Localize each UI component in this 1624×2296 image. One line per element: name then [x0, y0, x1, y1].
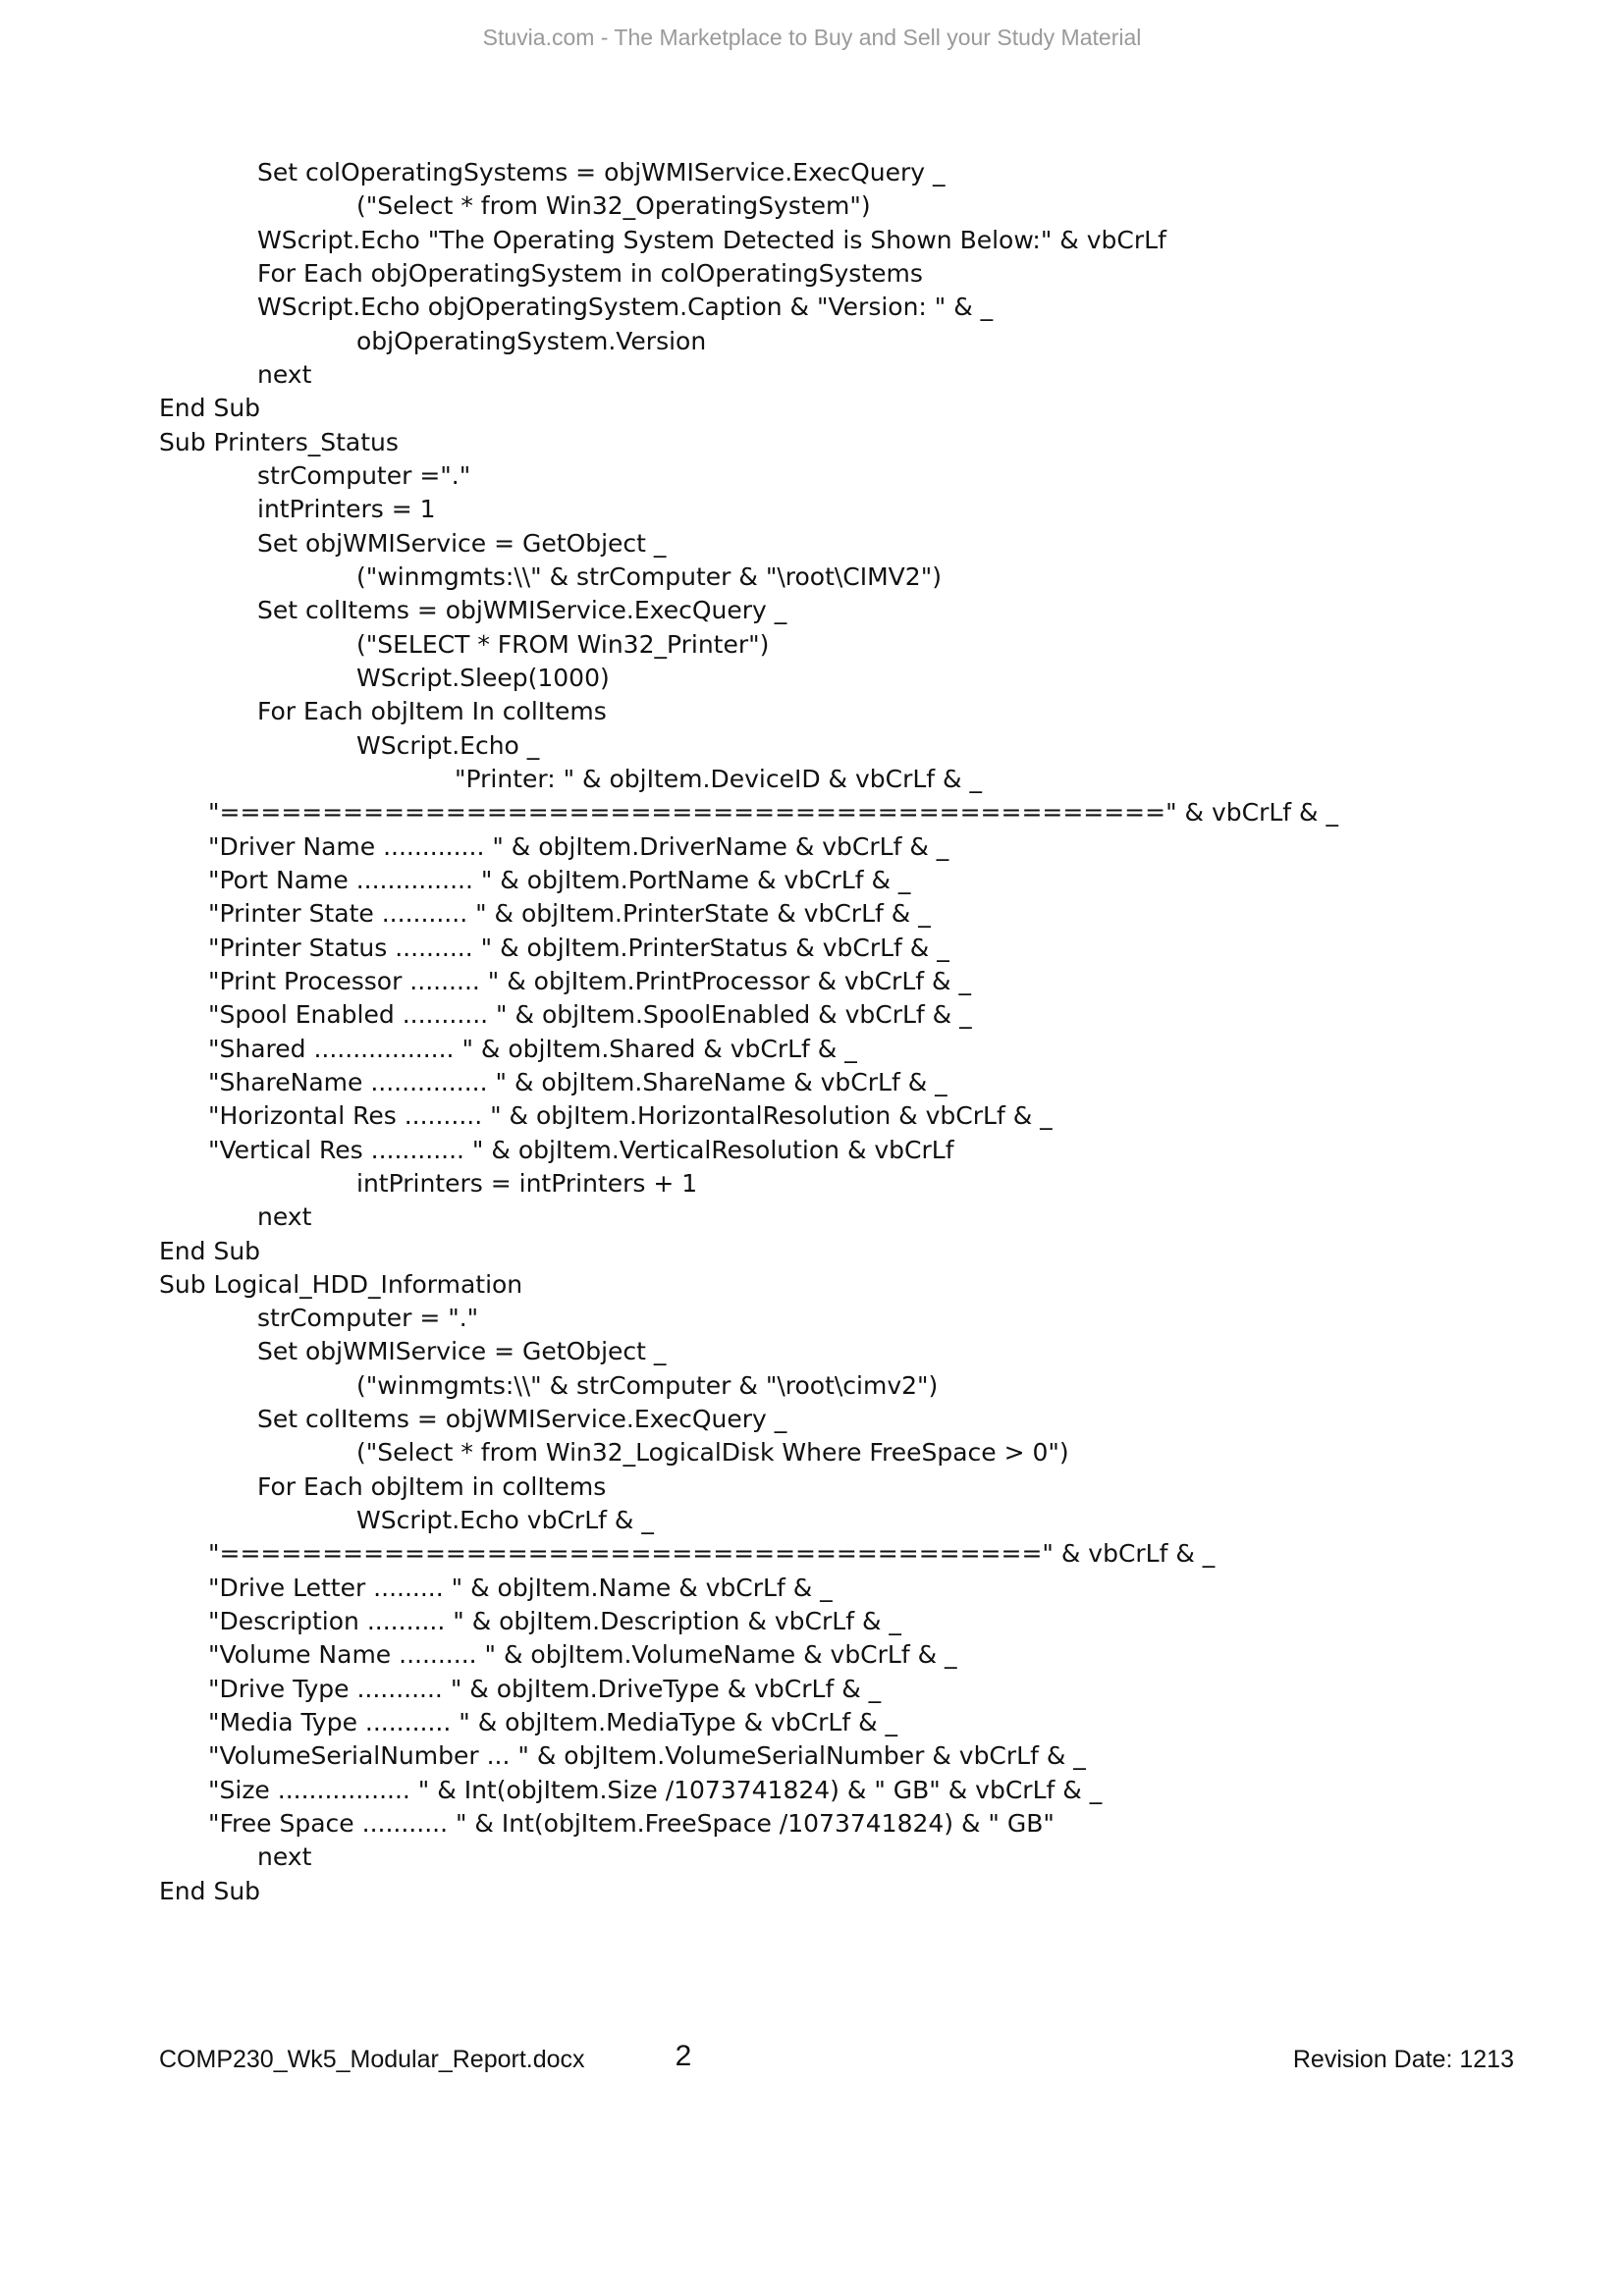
code-line: End Sub	[159, 1876, 261, 1905]
code-line: "Port Name ............... " & objItem.PortName & vbCrLf & _	[208, 865, 911, 894]
code-line: ("winmgmts:\\" & strComputer & "\root\cimv2")	[356, 1370, 939, 1400]
code-line: intPrinters = intPrinters + 1	[356, 1168, 698, 1198]
code-line: "VolumeSerialNumber ... " & objItem.VolumeSerialNumber & vbCrLf & _	[208, 1741, 1086, 1771]
footer-page-number: 2	[675, 2040, 692, 2072]
code-line: "Printer: " & objItem.DeviceID & vbCrLf & _	[455, 764, 982, 793]
code-line: For Each objItem In colItems	[257, 697, 607, 726]
code-line: "Description .......... " & objItem.Description & vbCrLf & _	[208, 1607, 901, 1636]
code-line: Set objWMIService = GetObject _	[257, 1337, 667, 1366]
code-line: ("SELECT * FROM Win32_Printer")	[356, 629, 770, 659]
code-line: "Volume Name .......... " & objItem.VolumeName & vbCrLf & _	[208, 1640, 957, 1670]
code-line: strComputer ="."	[257, 460, 471, 490]
code-line: "ShareName ............... " & objItem.ShareName & vbCrLf & _	[208, 1067, 947, 1096]
code-line: intPrinters = 1	[257, 495, 436, 524]
code-line: Sub Logical_HDD_Information	[159, 1269, 523, 1299]
code-line: next	[257, 359, 312, 389]
code-line: ("Select * from Win32_LogicalDisk Where FreeSpace > 0")	[356, 1438, 1069, 1468]
code-line: Set colItems = objWMIService.ExecQuery _	[257, 596, 787, 625]
code-line: "Drive Letter ......... " & objItem.Name & vbCrLf & _	[208, 1573, 833, 1602]
page-footer	[159, 2040, 1514, 2079]
code-line: "Spool Enabled ........... " & objItem.SpoolEnabled & vbCrLf & _	[208, 1000, 972, 1030]
code-line: Set colOperatingSystems = objWMIService.ExecQuery _	[257, 158, 946, 187]
code-line: "Shared .................. " & objItem.Shared & vbCrLf & _	[208, 1034, 857, 1063]
code-line: "Drive Type ........... " & objItem.DriveType & vbCrLf & _	[208, 1674, 882, 1703]
code-line: Set objWMIService = GetObject _	[257, 528, 667, 558]
footer-filename: COMP230_Wk5_Modular_Report.docx	[159, 2046, 585, 2073]
code-line: WScript.Echo objOperatingSystem.Caption & "Version: " & _	[257, 293, 994, 322]
code-line: WScript.Sleep(1000)	[356, 663, 610, 692]
code-line: WScript.Echo "The Operating System Detected is Shown Below:" & vbCrLf	[257, 225, 1166, 254]
code-line: ("Select * from Win32_OperatingSystem")	[356, 191, 871, 221]
code-line: "========================================" & vbCrLf & _	[208, 1539, 1216, 1569]
code-line: "Media Type ........... " & objItem.MediaType & vbCrLf & _	[208, 1708, 898, 1737]
code-line: "Free Space ........... " & Int(objItem.FreeSpace /1073741824) & " GB"	[208, 1809, 1055, 1839]
code-line: "Horizontal Res .......... " & objItem.HorizontalResolution & vbCrLf & _	[208, 1101, 1053, 1131]
code-line: objOperatingSystem.Version	[356, 326, 707, 355]
code-listing	[159, 156, 1465, 1908]
code-line: Set colItems = objWMIService.ExecQuery _	[257, 1405, 787, 1434]
code-line: WScript.Echo vbCrLf & _	[356, 1506, 654, 1535]
code-line: ("winmgmts:\\" & strComputer & "\root\CIMV2")	[356, 561, 942, 591]
code-line: "Printer Status .......... " & objItem.PrinterStatus & vbCrLf & _	[208, 933, 949, 962]
code-line: "Driver Name ............. " & objItem.DriverName & vbCrLf & _	[208, 831, 949, 861]
code-line: End Sub	[159, 394, 261, 423]
footer-revision-date: Revision Date: 1213	[1292, 2046, 1514, 2073]
code-line: WScript.Echo _	[356, 730, 540, 760]
code-line: For Each objItem in colItems	[257, 1471, 607, 1501]
code-line: For Each objOperatingSystem in colOperatingSystems	[257, 258, 923, 288]
code-line: "Size ................. " & Int(objItem.Size /1073741824) & " GB" & vbCrLf & _	[208, 1775, 1103, 1804]
code-line: next	[257, 1202, 312, 1232]
code-line: "==============================================" & vbCrLf & _	[208, 798, 1338, 828]
code-line: strComputer = "."	[257, 1304, 479, 1333]
code-line: Sub Printers_Status	[159, 427, 399, 456]
code-line: "Print Processor ......... " & objItem.PrintProcessor & vbCrLf & _	[208, 966, 971, 995]
code-line: next	[257, 1842, 312, 1872]
code-line: "Vertical Res ............ " & objItem.VerticalResolution & vbCrLf	[208, 1135, 954, 1164]
code-line: End Sub	[159, 1236, 261, 1265]
code-line: "Printer State ........... " & objItem.PrinterState & vbCrLf & _	[208, 899, 931, 929]
watermark-header: Stuvia.com - The Marketplace to Buy and Sell your Study Material	[482, 25, 1142, 50]
